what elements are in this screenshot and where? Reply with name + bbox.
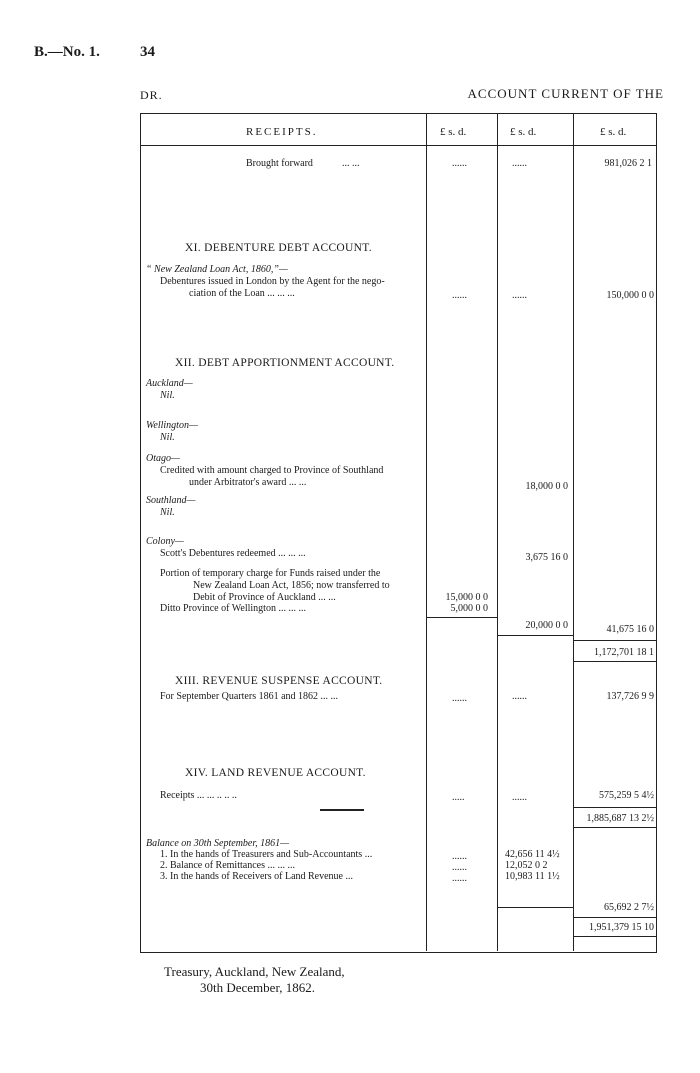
short-rule (320, 809, 364, 811)
otago-line-1: Credited with amount charged to Province of Southland (160, 465, 384, 476)
apportionment-total: 41,675 16 0 (606, 624, 654, 635)
balance-total: 65,692 2 7½ (604, 902, 654, 913)
debenture-c1: ...... (452, 290, 467, 301)
section-title-debenture: XI. DEBENTURE DEBT ACCOUNT. (185, 242, 372, 254)
balance-l3-amount: 10,983 11 1½ (505, 871, 560, 882)
auckland-label: Auckland— (146, 378, 193, 389)
receipts-column-header: RECEIPTS. (246, 126, 318, 138)
portion-line-1: Portion of temporary charge for Funds raised under the (160, 568, 381, 579)
balance-l2-c1: ...... (452, 862, 467, 873)
portion-line-3: Debit of Province of Auckland ... ... (193, 592, 336, 603)
subtotal-rule-1 (426, 617, 498, 618)
brought-forward-c1: ...... (452, 158, 467, 169)
section-title-suspense: XIII. REVENUE SUSPENSE ACCOUNT. (175, 675, 383, 687)
total-rule-2 (573, 661, 656, 662)
suspense-c1: ...... (452, 693, 467, 704)
otago-amount: 18,000 0 0 (525, 481, 568, 492)
southland-label: Southland— (146, 495, 196, 506)
brought-forward-amount: 981,026 2 1 (604, 158, 652, 169)
subtotal-rule-2 (497, 635, 574, 636)
section-title-land-revenue: XIV. LAND REVENUE ACCOUNT. (185, 767, 366, 779)
debenture-line-1: Debentures issued in London by the Agent for the nego- (160, 276, 385, 287)
grand-total-rule-2 (573, 936, 656, 937)
scott-amount: 3,675 16 0 (525, 552, 568, 563)
balance-line-3: 3. In the hands of Receivers of Land Revenue ... (160, 871, 353, 882)
column-divider-3 (573, 113, 574, 951)
pounds-column-header-2: £ s. d. (510, 126, 537, 138)
loan-act-heading: “ New Zealand Loan Act, 1860,”— (146, 264, 288, 275)
pounds-column-header-1: £ s. d. (440, 126, 467, 138)
total-rule-4 (573, 827, 656, 828)
leader-dots: ... ... (342, 158, 360, 169)
page-number: 34 (140, 44, 155, 60)
grand-total: 1,951,379 15 10 (589, 922, 654, 933)
brought-forward-c2: ...... (512, 158, 527, 169)
account-title: ACCOUNT CURRENT OF THE (467, 86, 664, 101)
column-divider-2 (497, 113, 498, 951)
grand-total-rule-1 (573, 917, 656, 918)
section-title-apportionment: XII. DEBT APPORTIONMENT ACCOUNT. (175, 357, 395, 369)
balance-l1-c1: ...... (452, 851, 467, 862)
apportionment-subtotal: 20,000 0 0 (525, 620, 568, 631)
balance-l2-amount: 12,052 0 2 (505, 860, 548, 871)
auckland-nil: Nil. (160, 390, 175, 401)
southland-nil: Nil. (160, 507, 175, 518)
land-amount: 575,259 5 4½ (599, 790, 654, 801)
debenture-line-2: ciation of the Loan ... ... ... (189, 288, 295, 299)
balance-line-1: 1. In the hands of Treasurers and Sub-Accountants ... (160, 849, 373, 860)
suspense-c2: ...... (512, 691, 527, 702)
document-reference: B.—No. 1. (34, 44, 100, 60)
balance-l3-c1: ...... (452, 873, 467, 884)
otago-line-2: under Arbitrator's award ... ... (189, 477, 307, 488)
suspense-amount: 137,726 9 9 (606, 691, 654, 702)
otago-label: Otago— (146, 453, 180, 464)
suspense-line: For September Quarters 1861 and 1862 ... ... (160, 691, 339, 702)
wellington-debit-amount: 5,000 0 0 (450, 603, 488, 614)
column-divider-1 (426, 113, 427, 951)
land-c2: ...... (512, 792, 527, 803)
running-total-2: 1,885,687 13 2½ (586, 813, 654, 824)
brought-forward-label: Brought forward (246, 158, 313, 169)
land-c1: ..... (452, 792, 465, 803)
running-total-1: 1,172,701 18 1 (594, 647, 654, 658)
wellington-nil: Nil. (160, 432, 175, 443)
balance-subtotal-rule (497, 907, 574, 908)
auckland-debit-amount: 15,000 0 0 (445, 592, 488, 603)
footer-date: 30th December, 1862. (200, 980, 316, 995)
footer-place: Treasury, Auckland, New Zealand, (164, 964, 345, 979)
debenture-c2: ...... (512, 290, 527, 301)
debit-marker: DR. (140, 88, 163, 102)
pounds-column-header-3: £ s. d. (600, 126, 627, 138)
total-rule-1 (573, 640, 656, 641)
ditto-wellington-line: Ditto Province of Wellington ... ... ... (160, 603, 306, 614)
portion-line-2: New Zealand Loan Act, 1856; now transferred to (193, 580, 390, 591)
header-rule (140, 145, 656, 146)
colony-label: Colony— (146, 536, 184, 547)
land-receipts-line: Receipts ... ... .. .. .. (160, 790, 237, 801)
balance-l1-amount: 42,656 11 4½ (505, 849, 560, 860)
debenture-amount: 150,000 0 0 (606, 290, 654, 301)
total-rule-3 (573, 807, 656, 808)
balance-heading: Balance on 30th September, 1861— (146, 838, 290, 849)
scott-line: Scott's Debentures redeemed ... ... ... (160, 548, 306, 559)
balance-line-2: 2. Balance of Remittances ... ... ... (160, 860, 295, 871)
wellington-label: Wellington— (146, 420, 198, 431)
